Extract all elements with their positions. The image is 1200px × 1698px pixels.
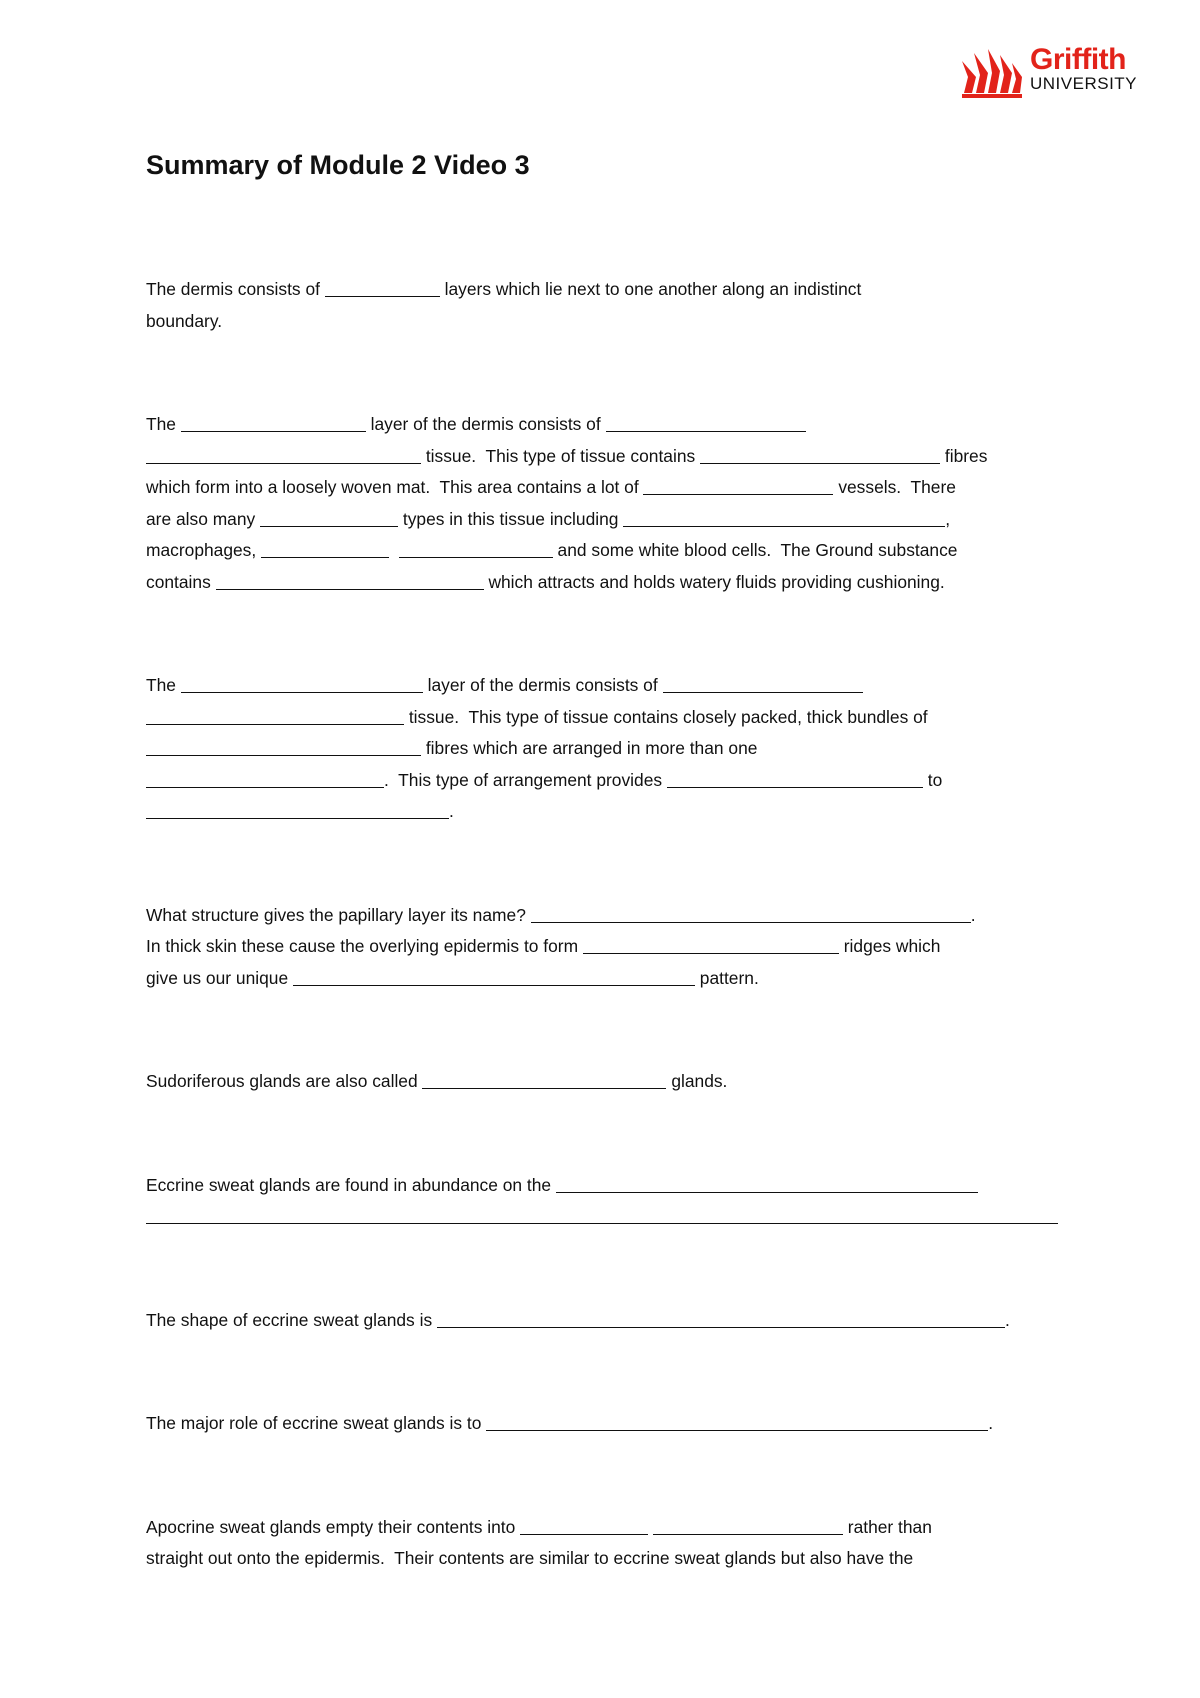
blank-field[interactable] — [653, 1516, 843, 1534]
blank-field[interactable] — [667, 769, 923, 787]
blank-field[interactable] — [261, 540, 389, 558]
text: which form into a loosely woven mat. This area contains a lot of — [146, 477, 644, 497]
blank-field[interactable] — [325, 279, 440, 297]
text: In thick skin these cause the overlying epidermis to form — [146, 936, 583, 956]
text: types in this tissue including — [398, 508, 624, 529]
blank-field[interactable] — [399, 540, 553, 558]
text: . This type of arrangement provides — [384, 769, 667, 790]
blank-field[interactable] — [556, 1174, 978, 1192]
blank-field[interactable] — [260, 508, 398, 526]
blank-field[interactable] — [643, 477, 833, 495]
blank-field[interactable] — [422, 1071, 666, 1089]
text: which attracts and holds watery fluids providing cushioning. — [483, 571, 945, 592]
text: tissue. This type of tissue contains closely packed, thick bundles of — [404, 706, 928, 727]
blank-field[interactable] — [293, 967, 695, 985]
text: Eccrine sweat glands are found in abundance on the — [146, 1174, 556, 1195]
blank-field[interactable] — [531, 904, 971, 922]
text: are also many — [146, 508, 261, 529]
blank-field[interactable] — [181, 414, 366, 432]
text: What structure gives the papillary layer its name? — [146, 904, 531, 925]
blank-field[interactable] — [606, 414, 806, 432]
text: vessels. There — [833, 477, 956, 497]
text: to — [922, 769, 943, 790]
text: The dermis consists of — [146, 279, 325, 299]
text: The shape of eccrine sweat glands is — [146, 1309, 437, 1330]
text: contains — [146, 571, 216, 592]
blank-field[interactable] — [146, 445, 421, 463]
blank-field[interactable] — [146, 769, 384, 787]
paragraph-papillary-name — [146, 900, 1058, 995]
text: layer of the dermis consists of — [422, 675, 663, 695]
paragraph-eccrine-role — [146, 1408, 1058, 1440]
blank-field[interactable] — [486, 1413, 988, 1431]
text: straight out onto the epidermis. Their contents are similar to eccrine sweat glands but also have the — [146, 1548, 914, 1568]
blank-field[interactable] — [583, 936, 839, 954]
paragraph-eccrine-shape — [146, 1305, 1058, 1337]
text: and some white blood cells. The Ground substance — [552, 540, 958, 560]
blank-field[interactable] — [146, 801, 449, 819]
blank-field[interactable] — [437, 1309, 1005, 1327]
paragraph-apocrine — [146, 1512, 1058, 1575]
text: boundary. — [146, 310, 223, 331]
blank-field[interactable] — [181, 675, 423, 693]
blank-field[interactable] — [520, 1516, 648, 1534]
griffith-logo — [960, 45, 1160, 105]
text: fibres — [940, 445, 988, 466]
text: layer of the dermis consists of — [365, 414, 606, 434]
paragraph-sudoriferous — [146, 1066, 1058, 1098]
paragraph-eccrine-location — [146, 1170, 1058, 1233]
griffith-flame-icon — [960, 47, 1024, 99]
blank-field[interactable] — [623, 508, 945, 526]
worksheet-content — [146, 148, 1058, 1575]
blank-field[interactable] — [146, 1206, 1058, 1224]
text: . — [449, 801, 454, 821]
text: macrophages, — [146, 540, 262, 560]
blank-field[interactable] — [146, 706, 404, 724]
logo-name: Griffith — [1030, 43, 1126, 76]
page-title: Summary of Module 2 Video 3 — [146, 150, 530, 180]
text: Apocrine sweat glands empty their contents into — [146, 1516, 521, 1537]
text: . — [1004, 1309, 1010, 1330]
text: rather than — [842, 1516, 932, 1537]
text: pattern. — [694, 967, 759, 988]
text: tissue. This type of tissue contains — [421, 445, 701, 466]
text: ridges which — [838, 936, 941, 956]
blank-field[interactable] — [700, 445, 940, 463]
text: glands. — [666, 1071, 728, 1091]
text: The major role of eccrine sweat glands is to — [146, 1413, 487, 1433]
text: The — [146, 414, 181, 434]
logo-subtitle: UNIVERSITY — [1030, 74, 1138, 93]
text: give us our unique — [146, 967, 293, 988]
text: fibres which are arranged in more than one — [421, 738, 758, 758]
text: Sudoriferous glands are also called — [146, 1071, 423, 1091]
text: layers which lie next to one another along an indistinct — [439, 279, 862, 299]
paragraph-papillary-layer — [146, 409, 1058, 598]
text: . — [970, 904, 976, 925]
paragraph-dermis-layers — [146, 274, 1058, 337]
blank-field[interactable] — [146, 738, 421, 756]
blank-field[interactable] — [216, 571, 484, 589]
blank-field[interactable] — [663, 675, 863, 693]
text: , — [945, 508, 951, 529]
paragraph-reticular-layer — [146, 670, 1058, 828]
text: The — [146, 675, 181, 695]
text: . — [988, 1413, 994, 1433]
